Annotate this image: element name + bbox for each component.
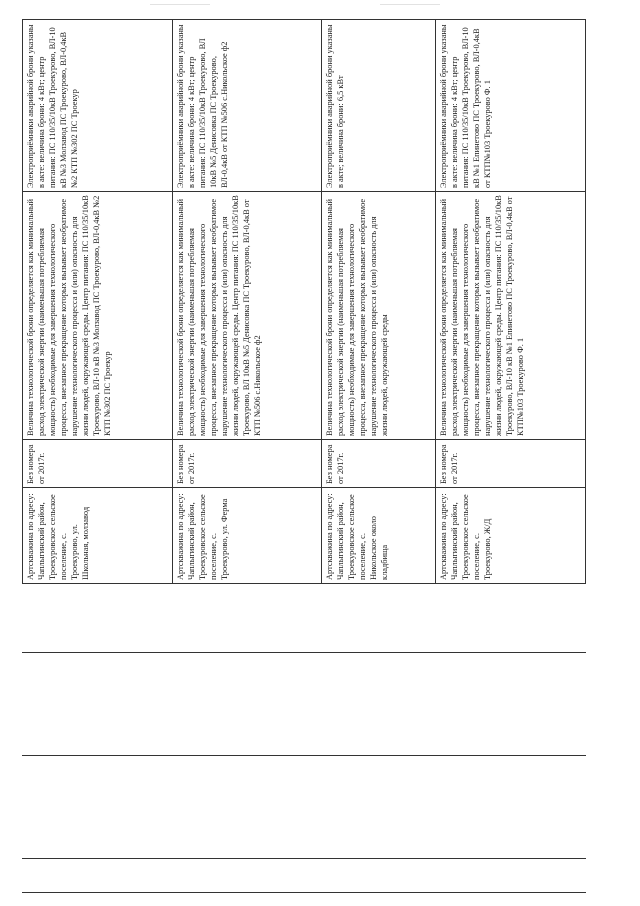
emergency-cell: Электроприёмники аварийной брони указаны в акте: величина брони: 4 кВт; центр питания: ПС 110/35/10кВ Троекурово, ВЛ-10 кВ №1 Епинетово ПС Троекурово, ВЛ-0,4кВ от КТП№103 Троекурово Ф. 1	[436, 20, 586, 192]
empty-row-line	[22, 892, 586, 893]
address-cell: Артскважина по адресу: Чаплыгинский район, Троекуровское сельское поселение, с. Троекурово, Ж/Д	[436, 488, 586, 584]
table-row	[436, 20, 586, 584]
description-cell: Величина технологической брони определяется как минимальный расход электрической энергии (наименьшая потребляемая мощность) необходимые для завершения технологического процесса, внезапное прекращение которых вызывает необратимое нарушение технологического процесса и (или) опасность для жизни людей, окружающей среды. Центр питания: ПС 110/35/10кВ Троекурово, ВЛ-10 кВ №1 Епинетово ПС Троекурово, ВЛ-0,4кВ от КТП№103 Троекурово Ф. 1	[436, 192, 586, 440]
act-number-cell: Без номера от 2017г.	[23, 440, 173, 488]
address-cell: Артскважина по адресу: Чаплыгинский район, Троекуровское сельское поселение, с. Троекурово, ул. Школьная, молзавод	[23, 488, 173, 584]
act-number-cell: Без номера от 2017г.	[436, 440, 586, 488]
description-cell: Величина технологической брони определяется как минимальный расход электрической энергии (наименьшая потребляемая мощность) необходимые для завершения технологического процесса, внезапное прекращение которых вызывает необратимое нарушение технологического процесса и (или) опасность для жизни людей, окружающей среды	[322, 192, 436, 440]
act-number-cell: Без номера от 2017г.	[322, 440, 436, 488]
description-cell: Величина технологической брони определяется как минимальный расход электрической энергии (наименьшая потребляемая мощность) необходимые для завершения технологического процесса, внезапное прекращение которых вызывает необратимое нарушение технологического процесса и (или) опасность для жизни людей, окружающей среды. Центр питания: ПС 110/35/10кВ Троекурово, ВЛ 10кВ №5 Денисовка ПС Троекурово, ВЛ-0,4кВ от КТП №506 с.Никольское ф2	[172, 192, 322, 440]
table-row	[322, 20, 436, 584]
table-row	[172, 20, 322, 584]
emergency-cell: Электроприёмники аварийной брони указаны в акте: величина брони: 4 кВт; центр питания: ПС 110/35/10кВ Троекурово, ВЛ 10кВ №5 Денисовка ПС Троекурово, ВЛ-0,4кВ от КТП №506 с.Никольское ф2	[172, 20, 322, 192]
address-cell: Артскважина по адресу: Чаплыгинский район, Троекуровское сельское поселение, с. Троекурово, ул. Ферма	[172, 488, 322, 584]
header-mark	[150, 4, 210, 5]
header-mark	[380, 4, 440, 5]
emergency-cell: Электроприёмники аварийной брони указаны в акте: величина брони: 4 кВт; центр питания: ПС 110/35/10кВ Троекурово, ВЛ-10 кВ №3 Молзавод ПС Троекурово, ВЛ-0,4кВ №2 КТП №302 ПС Троекур	[23, 20, 173, 192]
emergency-cell: Электроприёмники аварийной брони указаны в акте; величина брони: 6,5 кВт	[322, 20, 436, 192]
rotated-table-area	[22, 20, 586, 584]
empty-row-line	[22, 755, 586, 756]
reservation-table	[22, 19, 586, 584]
empty-row-line	[22, 652, 586, 653]
empty-row-line	[22, 858, 586, 859]
address-cell: Артскважина по адресу: Чаплыгинский район, Троекуровское сельское поселение, с. Никольское около кладбища	[322, 488, 436, 584]
description-cell: Величина технологической брони определяется как минимальный расход электрической энергии (наименьшая потребляемая мощность) необходимые для завершения технологического процесса, внезапное прекращение которых вызывает необратимое нарушение технологического процесса и (или) опасность для жизни людей, окружающей среды. Центр питания: ПС 110/35/10кВ Троекурово, ВЛ-10 кВ №3 Молзавод ПС Троекурово, ВЛ-0,4кВ №2 КТП №302 ПС Троекур	[23, 192, 173, 440]
act-number-cell: Без номера от 2017г.	[172, 440, 322, 488]
table-row	[23, 20, 173, 584]
